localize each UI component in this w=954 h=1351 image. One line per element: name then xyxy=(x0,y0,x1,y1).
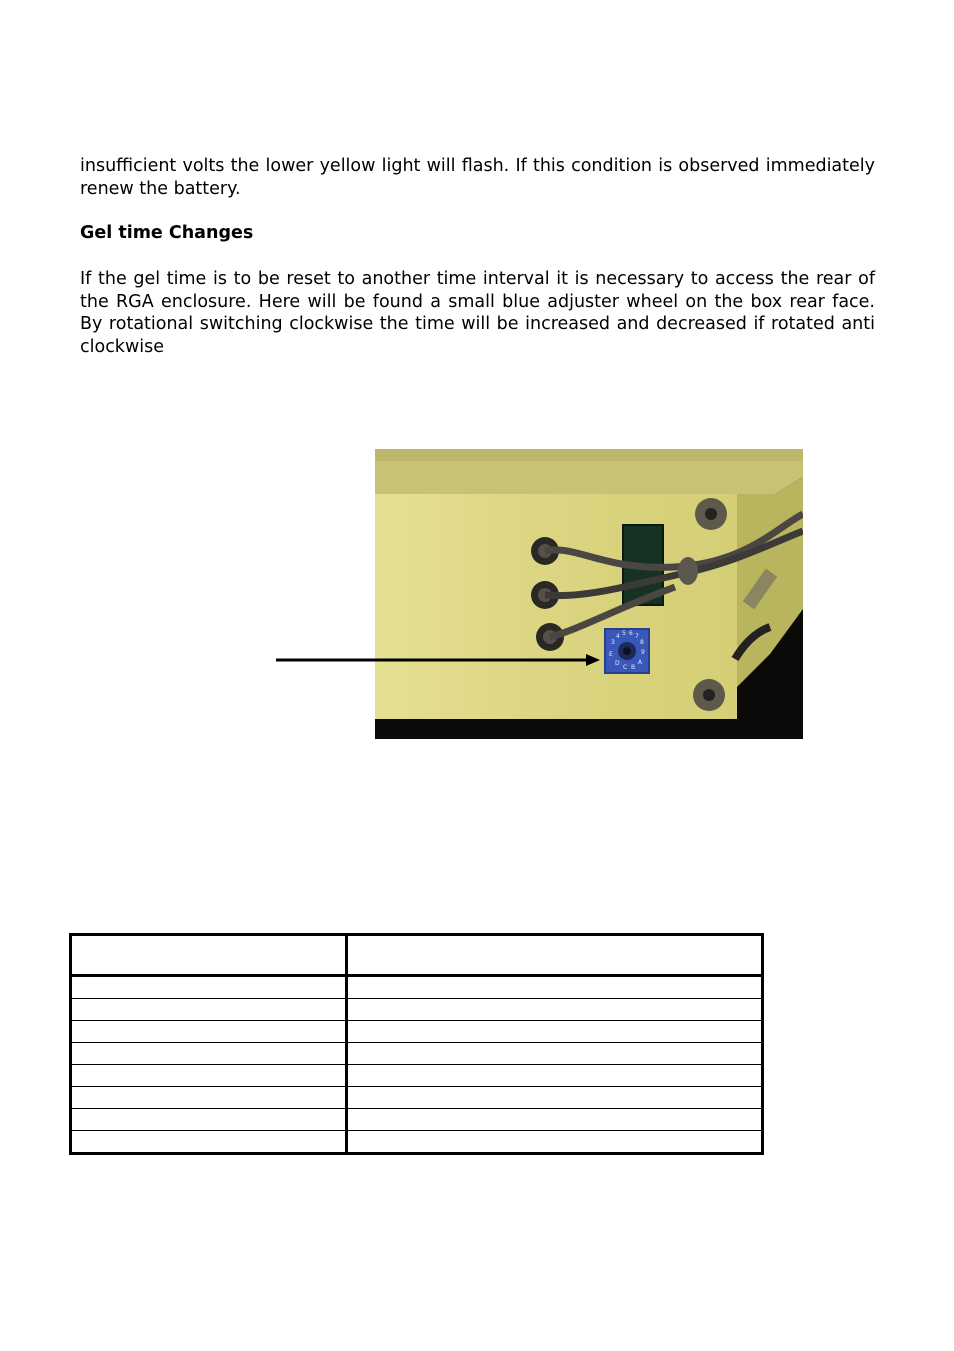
table-row xyxy=(71,1043,763,1065)
svg-text:C: C xyxy=(623,664,628,671)
settings-table xyxy=(69,933,764,1155)
table-cell xyxy=(71,1021,347,1043)
table-row xyxy=(71,976,763,999)
svg-text:4: 4 xyxy=(616,633,620,640)
table-cell xyxy=(347,1065,763,1087)
table-cell xyxy=(347,1087,763,1109)
table-cell xyxy=(347,1021,763,1043)
intro-paragraph: insufficient volts the lower yellow light will flash. If this condition is observed immediately renew the battery. xyxy=(80,156,875,199)
svg-text:B: B xyxy=(631,664,636,671)
table-cell xyxy=(347,1043,763,1065)
table-cell xyxy=(71,976,347,999)
svg-text:9: 9 xyxy=(641,649,645,656)
svg-text:8: 8 xyxy=(640,639,644,646)
svg-text:7: 7 xyxy=(635,633,639,640)
table-cell xyxy=(71,999,347,1021)
table-cell xyxy=(347,1131,763,1154)
svg-text:E: E xyxy=(609,651,613,658)
table-cell xyxy=(347,1109,763,1131)
table-row xyxy=(71,1109,763,1131)
table-cell xyxy=(347,976,763,999)
table-cell xyxy=(71,1109,347,1131)
svg-text:3: 3 xyxy=(611,639,615,646)
table-cell xyxy=(71,1043,347,1065)
table-cell xyxy=(71,1065,347,1087)
table-row xyxy=(71,1021,763,1043)
header-cell xyxy=(347,935,763,976)
section-heading: Gel time Changes xyxy=(80,223,254,243)
table-row xyxy=(71,999,763,1021)
gel-time-paragraph: If the gel time is to be reset to another time interval it is necessary to access the rear of the RGA enclosure. Here will be found a small blue adjuster wheel on the box rear face. By rotational switching clockwise the time will be increased and decreased if rotated anti clockwise xyxy=(80,269,875,357)
svg-text:5: 5 xyxy=(622,630,626,637)
table-cell xyxy=(71,1131,347,1154)
table-row xyxy=(71,1065,763,1087)
table-row xyxy=(71,1087,763,1109)
svg-text:A: A xyxy=(638,659,643,666)
svg-text:6: 6 xyxy=(629,630,633,637)
table-header-row xyxy=(71,935,763,976)
pointer-arrow xyxy=(270,640,610,680)
rga-enclosure-photo xyxy=(375,449,803,739)
header-cell xyxy=(71,935,347,976)
svg-text:D: D xyxy=(615,660,620,667)
table-cell xyxy=(71,1087,347,1109)
table-cell xyxy=(347,999,763,1021)
table-row xyxy=(71,1131,763,1154)
